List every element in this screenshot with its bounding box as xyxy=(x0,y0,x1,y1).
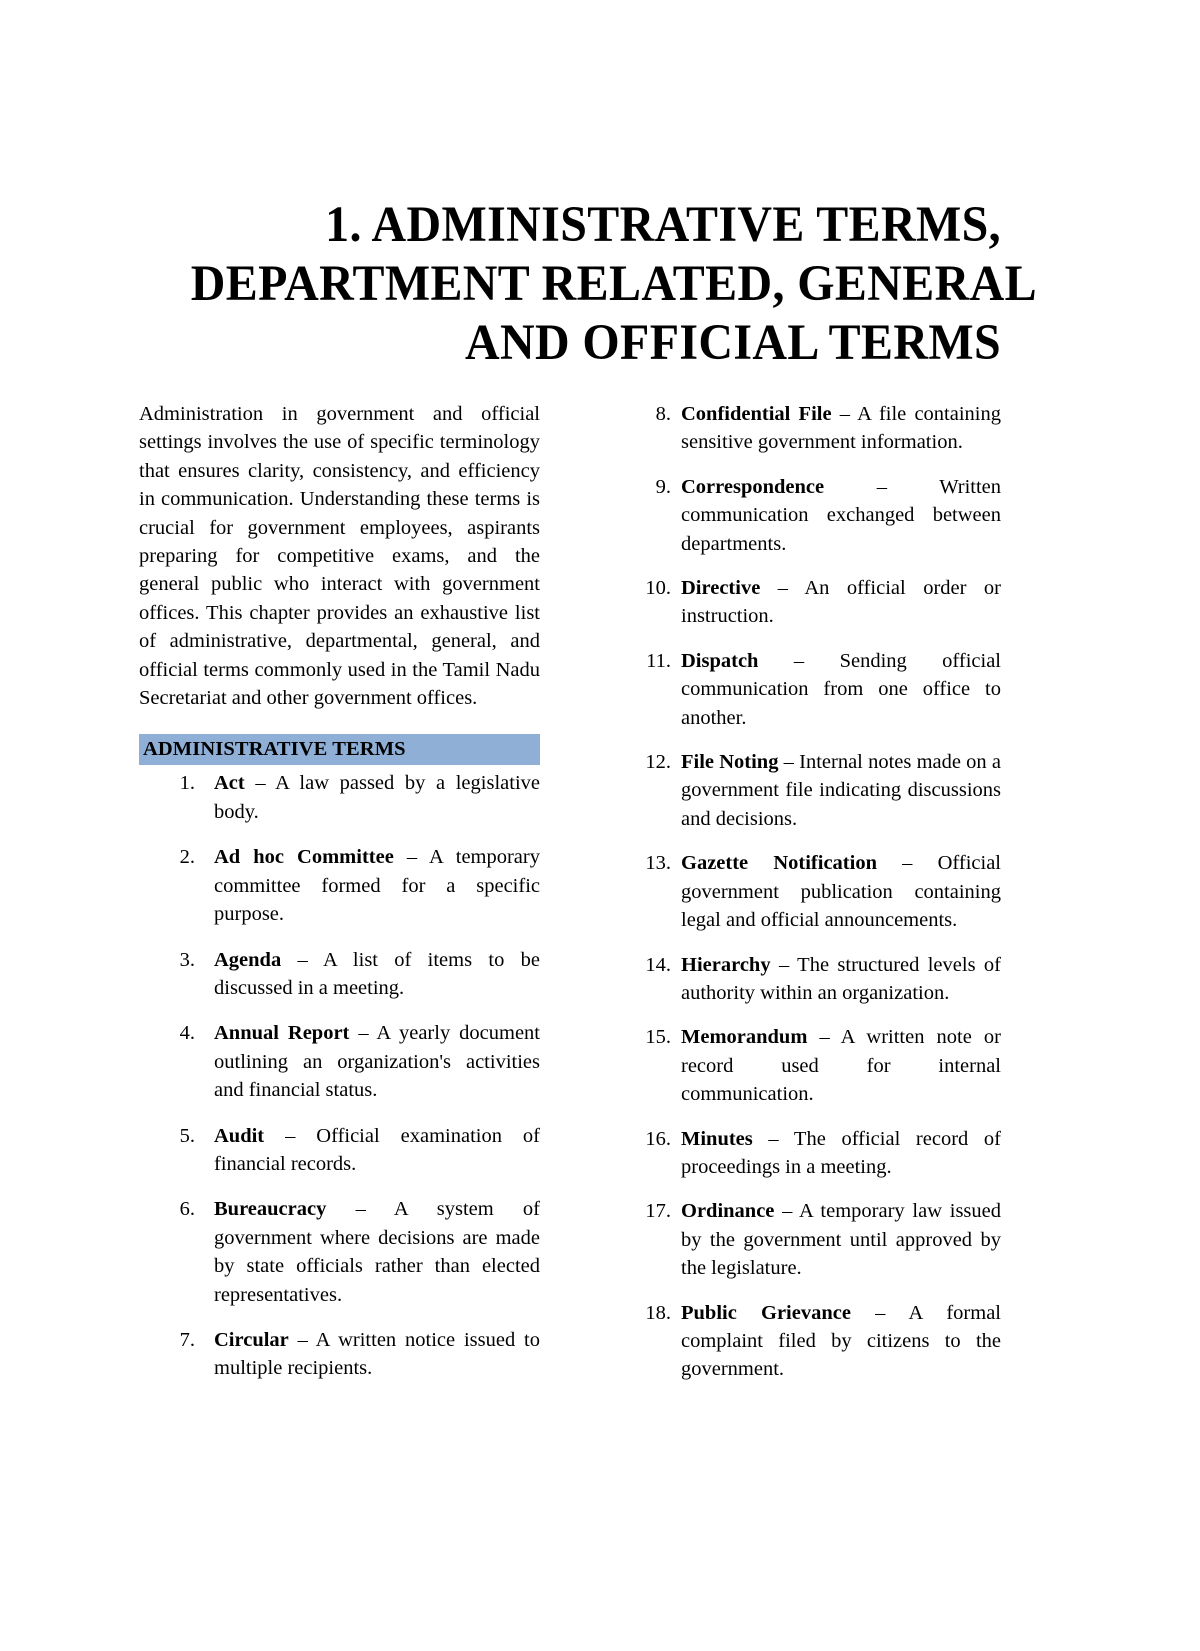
term-number: 18. xyxy=(645,1301,671,1324)
term-name: Agenda xyxy=(214,948,282,971)
term-name: File Noting xyxy=(681,751,779,774)
term-list-item xyxy=(635,849,1001,934)
term-list-item xyxy=(635,748,1001,833)
term-list-item xyxy=(139,1326,540,1383)
term-name: Annual Report xyxy=(214,1022,350,1045)
term-number: 12. xyxy=(645,751,671,774)
term-definition: – Official government publication containing legal and official announcements. xyxy=(681,852,1001,932)
term-name: Act xyxy=(214,772,245,795)
term-name: Ordinance xyxy=(681,1200,775,1223)
term-definition: – A temporary law issued by the government until approved by the legislature. xyxy=(681,1200,1001,1280)
term-number: 6. xyxy=(179,1198,195,1221)
term-name: Correspondence xyxy=(681,475,825,498)
page-title-line-3: AND OFFICIAL TERMS xyxy=(465,315,1002,371)
term-definition: – A written note or record used for internal communication. xyxy=(681,1026,1001,1106)
right-column xyxy=(635,400,1001,1400)
term-definition: – A file containing sensitive government information. xyxy=(681,403,1001,454)
term-definition: – Sending official communication from one office to another. xyxy=(681,649,1001,729)
term-list-left xyxy=(139,769,540,1382)
term-list-item xyxy=(139,1019,540,1104)
term-number: 1. xyxy=(179,772,195,795)
term-name: Memorandum xyxy=(681,1026,808,1049)
term-definition: – A yearly document outlining an organization's activities and financial status. xyxy=(214,1022,540,1102)
term-name: Dispatch xyxy=(681,649,759,672)
term-number: 4. xyxy=(179,1022,195,1045)
term-list-item xyxy=(139,843,540,928)
page-title-line-1: 1. ADMINISTRATIVE TERMS, xyxy=(325,197,1001,253)
term-number: 8. xyxy=(655,403,671,425)
term-number: 17. xyxy=(645,1200,671,1223)
term-list-item xyxy=(635,1125,1001,1182)
left-column xyxy=(139,400,540,1400)
term-name: Ad hoc Committee xyxy=(214,846,394,869)
intro-paragraph: Administration in government and official settings involves the use of specific terminology that ensures clarity, consistency, and efficiency in communication. Understanding these terms is crucial for government employees, aspirants preparing for competitive exams, and the general public who interact with government offices. This chapter provides an exhaustive list of administrative, departmental, general, and official terms commonly used in the Tamil Nadu Secretariat and other government offices. xyxy=(139,403,540,710)
term-name: Circular xyxy=(214,1328,289,1351)
term-name: Hierarchy xyxy=(681,953,771,976)
term-definition: – The structured levels of authority within an organization. xyxy=(681,953,1001,1004)
term-list-item xyxy=(635,1299,1001,1384)
term-number: 5. xyxy=(179,1124,195,1147)
term-name: Gazette Notification xyxy=(681,852,877,875)
term-list-item xyxy=(635,1197,1001,1282)
term-definition: – A written notice issued to multiple recipients. xyxy=(214,1328,540,1380)
term-list-item xyxy=(635,951,1001,1008)
term-number: 9. xyxy=(655,475,671,498)
page-title xyxy=(139,196,1037,373)
term-definition: – The official record of proceedings in a meeting. xyxy=(681,1127,1001,1178)
term-number: 3. xyxy=(179,948,195,971)
term-definition: – A formal complaint filed by citizens to the government. xyxy=(681,1301,1001,1381)
term-definition: – A list of items to be discussed in a meeting. xyxy=(214,948,540,999)
term-number: 14. xyxy=(645,953,671,976)
term-list-item xyxy=(139,1195,540,1309)
page-title-line-2: DEPARTMENT RELATED, GENERAL xyxy=(190,256,1037,312)
term-number: 10. xyxy=(645,577,671,600)
term-list-right xyxy=(635,400,1001,1384)
term-number: 11. xyxy=(646,649,671,672)
term-definition: – Official examination of financial records. xyxy=(214,1124,540,1175)
term-name: Minutes xyxy=(681,1127,753,1150)
term-list-item xyxy=(635,647,1001,732)
term-definition: – An official order or instruction. xyxy=(681,577,1001,628)
term-name: Public Grievance xyxy=(681,1301,851,1324)
term-definition: – Internal notes made on a government file indicating discussions and decisions. xyxy=(681,751,1001,830)
term-list-item xyxy=(635,1023,1001,1108)
two-column-body xyxy=(139,400,1001,1400)
term-list-item xyxy=(139,769,540,826)
term-list-item xyxy=(139,946,540,1003)
term-number: 13. xyxy=(645,852,671,875)
term-name: Confidential File xyxy=(681,403,832,425)
term-number: 7. xyxy=(179,1328,195,1351)
term-number: 15. xyxy=(645,1026,671,1049)
term-number: 16. xyxy=(645,1127,671,1150)
term-name: Bureaucracy xyxy=(214,1198,327,1221)
term-name: Directive xyxy=(681,577,761,600)
term-definition: – A law passed by a legislative body. xyxy=(214,772,540,823)
term-list-item xyxy=(635,400,1001,457)
section-heading-administrative-terms: ADMINISTRATIVE TERMS xyxy=(139,734,540,765)
term-definition: – A temporary committee formed for a specific purpose. xyxy=(214,846,540,926)
term-list-item xyxy=(635,473,1001,558)
term-name: Audit xyxy=(214,1124,265,1147)
term-definition: – Written communication exchanged between departments. xyxy=(681,475,1001,555)
term-definition: – A system of government where decisions are made by state officials rather than elected representatives. xyxy=(214,1198,540,1306)
term-list-item xyxy=(139,1122,540,1179)
term-number: 2. xyxy=(179,846,195,869)
term-list-item xyxy=(635,574,1001,631)
